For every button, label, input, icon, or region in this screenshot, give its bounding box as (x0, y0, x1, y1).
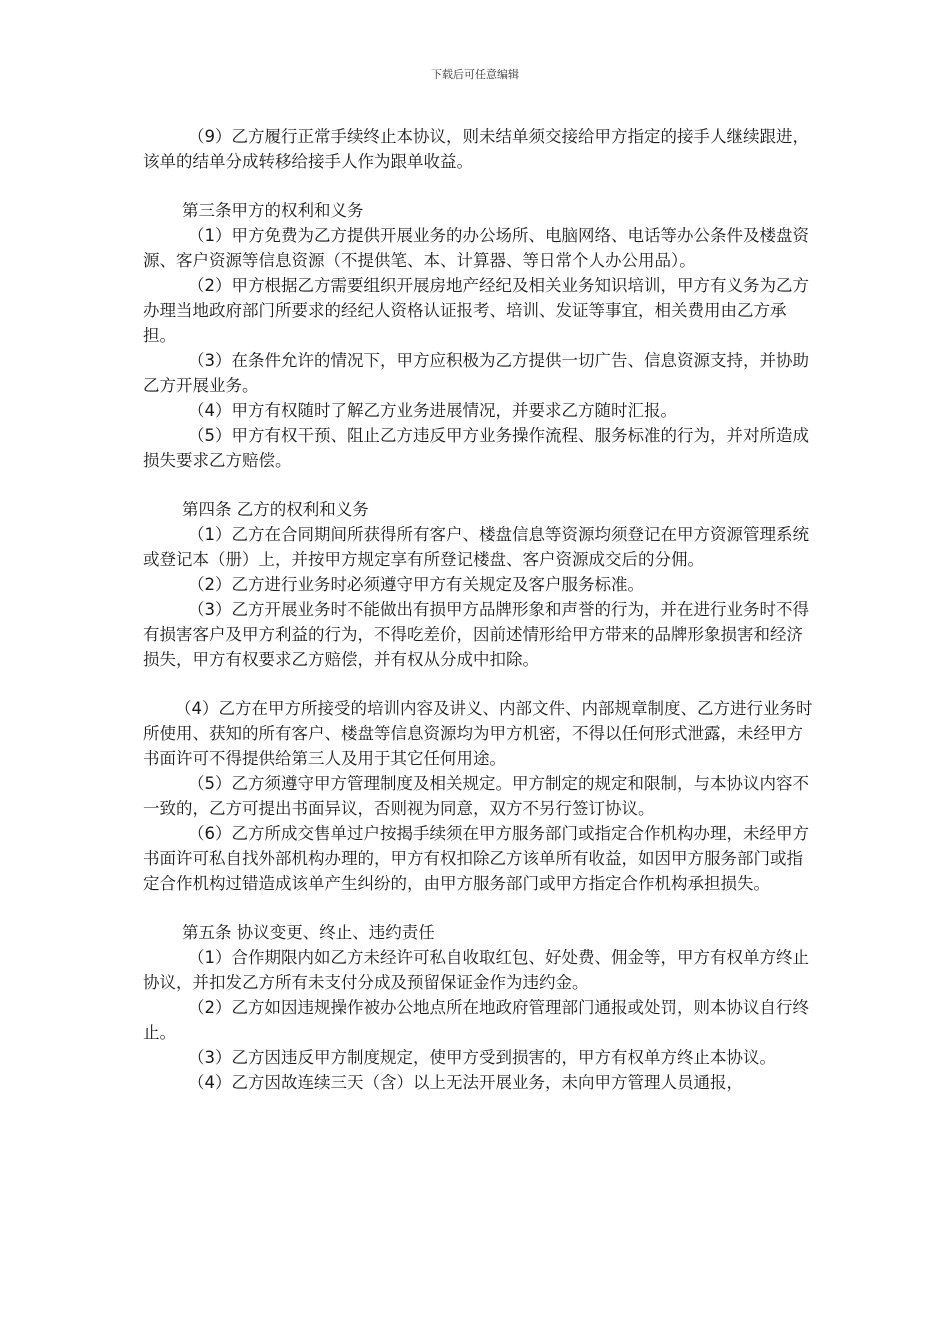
paragraph: （5）乙方须遵守甲方管理制度及相关规定。甲方制定的规定和限制，与本协议内容不一致的，乙方可提出书面异议，否则视为同意，双方不另行签订协议。 (143, 774, 809, 818)
document-body (143, 124, 813, 1095)
section-heading: 第三条甲方的权利和义务 (182, 201, 364, 220)
paragraph: （3）乙方因违反甲方制度规定，使甲方受到损害的，甲方有权单方终止本协议。 (188, 1048, 776, 1067)
section-heading: 第五条 协议变更、终止、违约责任 (182, 923, 435, 942)
paragraph: （1）甲方免费为乙方提供开展业务的办公场所、电脑网络、电话等办公条件及楼盘资源、客户资源等信息资源（不提供笔、本、计算器、等日常个人办公用品）。 (143, 226, 809, 270)
paragraph: （1）乙方在合同期间所获得所有客户、楼盘信息等资源均须登记在甲方资源管理系统或登记本（册）上，并按甲方规定享有所登记楼盘、客户资源成交后的分佣。 (143, 525, 809, 569)
paragraph: （4）乙方在甲方所接受的培训内容及讲义、内部文件、内部规章制度、乙方进行业务时所使用、获知的所有客户、楼盘等信息资源均为甲方机密，不得以任何形式泄露，未经甲方书面许可不得提供给第三人及用于其它任何用途。 (143, 699, 813, 768)
paragraph: （9）乙方履行正常手续终止本协议，则未结单须交接给甲方指定的接手人继续跟进，该单的结单分成转移给接手人作为跟单收益。 (143, 127, 809, 171)
paragraph: （5）甲方有权干预、阻止乙方违反甲方业务操作流程、服务标准的行为，并对所造成损失要求乙方赔偿。 (143, 426, 809, 470)
paragraph: （6）乙方所成交售单过户按揭手续须在甲方服务部门或指定合作机构办理，未经甲方书面许可私自找外部机构办理的，甲方有权扣除乙方该单所有收益，如因甲方服务部门或指定合作机构过错造成该单产生纠纷的，由甲方服务部门或甲方指定合作机构承担损失。 (143, 824, 809, 893)
paragraph: （3）在条件允许的情况下，甲方应积极为乙方提供一切广告、信息资源支持，并协助乙方开展业务。 (143, 351, 809, 395)
paragraph: （1）合作期限内如乙方未经许可私自收取红包、好处费、佣金等，甲方有权单方终止协议，并扣发乙方所有未支付分成及预留保证金作为违约金。 (143, 948, 809, 992)
paragraph: （2）甲方根据乙方需要组织开展房地产经纪及相关业务知识培训，甲方有义务为乙方办理当地政府部门所要求的经纪人资格认证报考、培训、发证等事宜，相关费用由乙方承担。 (143, 276, 809, 345)
paragraph: （2）乙方如因违规操作被办公地点所在地政府管理部门通报或处罚，则本协议自行终止。 (143, 998, 809, 1042)
paragraph: （4）甲方有权随时了解乙方业务进展情况，并要求乙方随时汇报。 (188, 401, 677, 420)
page-header: 下载后可任意编辑 (431, 68, 519, 81)
paragraph: （4）乙方因故连续三天（含）以上无法开展业务，未向甲方管理人员通报， (188, 1073, 743, 1092)
paragraph: （2）乙方进行业务时必须遵守甲方有关规定及客户服务标准。 (188, 575, 644, 594)
paragraph: （3）乙方开展业务时不能做出有损甲方品牌形象和声誉的行为，并在进行业务时不得有损害客户及甲方利益的行为，不得吃差价，因前述情形给甲方带来的品牌形象损害和经济损失，甲方有权要求乙方赔偿，并有权从分成中扣除。 (143, 600, 809, 669)
section-heading: 第四条 乙方的权利和义务 (182, 500, 369, 519)
